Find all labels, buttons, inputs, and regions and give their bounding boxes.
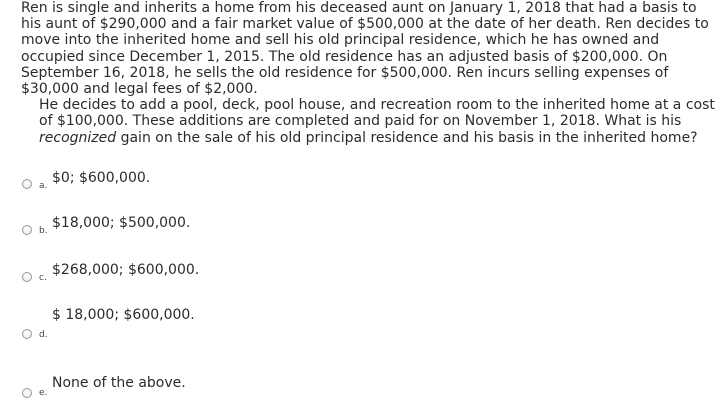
answer-option-e[interactable] xyxy=(22,375,712,405)
question-intro: Ren is single and inherits a home from his deceased aunt on January 1, 2018 that had a basis to his aunt of $290,000 and a fair market value of $500,000 at the date of her death. Ren decides to move into the inherited home and sell his old principal residence, which he has owned and occupied since December 1, 2015. The old residence has an adjusted basis of $200,000. On September 16, 2018, he sells the old residence for $500,000. Ren incurs selling expenses of $30,000 and legal fees of $2,000. xyxy=(21,0,709,98)
question-ask-start: He decides to add a pool, deck, pool house, and recreation room to the inherited home at a cost of $100,000. These additions are completed and paid for on November 1, 2018. What is his xyxy=(39,97,715,130)
answer-option-b[interactable] xyxy=(22,215,712,245)
option-letter-a: a. xyxy=(39,181,48,191)
question-text xyxy=(21,0,727,146)
radio-button-a[interactable] xyxy=(22,179,32,189)
radio-button-d[interactable] xyxy=(22,329,32,339)
answer-option-d[interactable] xyxy=(22,307,712,340)
option-letter-d: d. xyxy=(39,330,48,340)
radio-button-e[interactable] xyxy=(22,388,32,398)
question-ask-end: gain on the sale of his old principal residence and his basis in the inherited home? xyxy=(116,129,698,146)
radio-button-c[interactable] xyxy=(22,272,32,282)
option-label-e[interactable]: None of the above. xyxy=(52,375,186,391)
radio-button-b[interactable] xyxy=(22,225,32,235)
option-letter-c: c. xyxy=(39,273,47,283)
option-label-b[interactable]: $18,000; $500,000. xyxy=(52,215,191,231)
option-label-a[interactable]: $0; $600,000. xyxy=(52,170,151,186)
answer-option-c[interactable] xyxy=(22,262,712,292)
answer-option-a[interactable] xyxy=(22,170,712,200)
option-label-c[interactable]: $268,000; $600,000. xyxy=(52,262,200,278)
option-label-d[interactable]: $ 18,000; $600,000. xyxy=(52,307,195,323)
question-ask-emphasis: recognized xyxy=(39,129,117,146)
question-ask xyxy=(21,97,727,146)
option-letter-b: b. xyxy=(39,226,48,236)
option-letter-e: e. xyxy=(39,388,48,398)
